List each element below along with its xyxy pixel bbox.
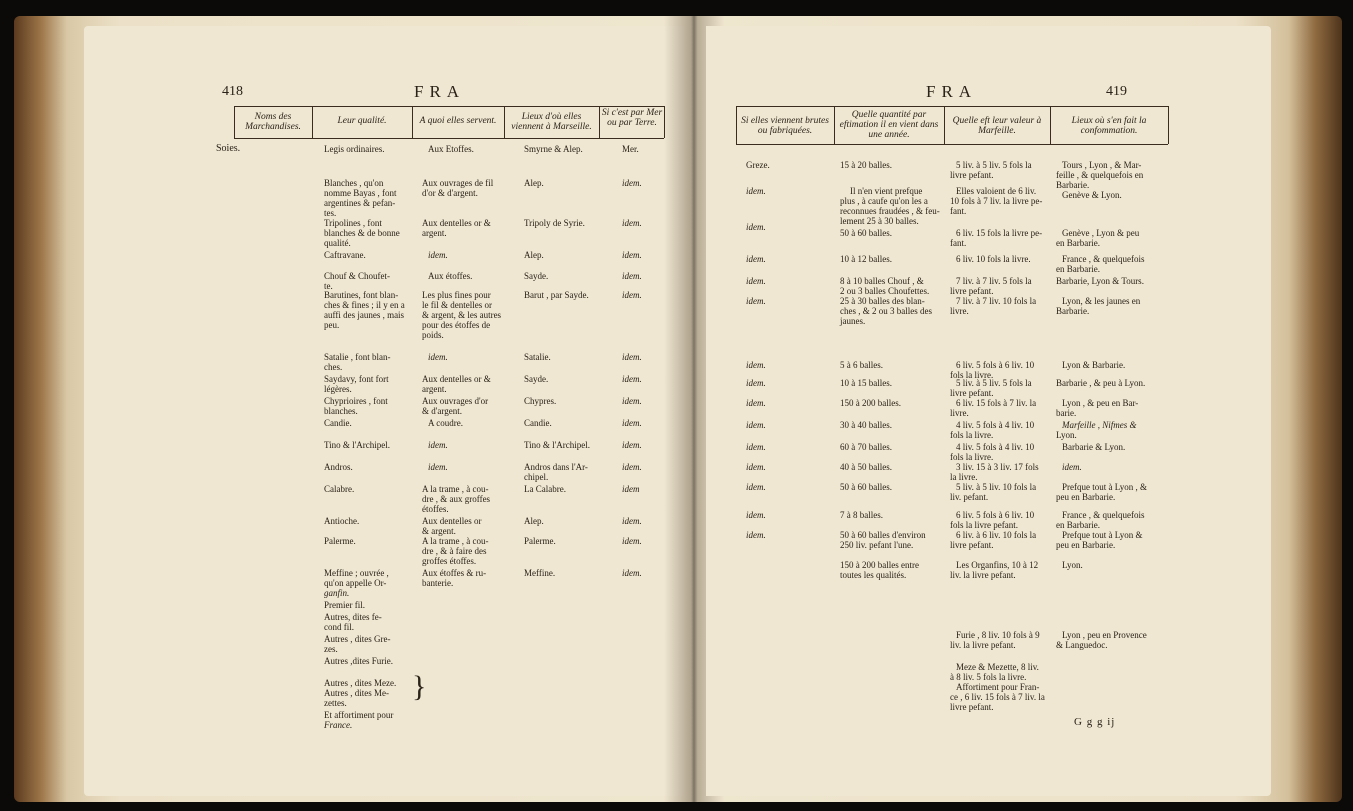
table-cell: 6 liv. 10 fols la livre. (956, 254, 1031, 264)
table-cell: fant. (950, 206, 967, 216)
table-cell: 6 liv. à 6 liv. 10 fols la (956, 530, 1037, 540)
table-cell: Lyon , peu en Provence (1062, 630, 1147, 640)
table-cell: Meffine. (524, 568, 556, 578)
table-cell: peu. (324, 320, 340, 330)
table-cell: à 8 liv. 5 fols la livre. (950, 672, 1027, 682)
table-cell: idem. (622, 536, 642, 546)
table-cell: idem (622, 484, 640, 494)
table-cell: Tripolines , font (324, 218, 382, 228)
table-cell: ches & fines ; il y en a (324, 300, 405, 310)
table-cell: Chyprioires , font (324, 396, 388, 406)
table-cell: 5 à 6 balles. (840, 360, 883, 370)
table-cell: Lyon. (1062, 560, 1083, 570)
table-cell: Prefque tout à Lyon , & (1062, 482, 1147, 492)
table-cell: en Barbarie. (1056, 238, 1100, 248)
table-cell: dre , & à faire des (422, 546, 487, 556)
table-cell: la livre. (950, 472, 978, 482)
table-cell: Lyon & Barbarie. (1062, 360, 1126, 370)
table-cell: Premier fil. (324, 600, 365, 610)
table-cell: idem. (746, 222, 766, 232)
table-cell: 50 à 60 balles. (840, 228, 892, 238)
table-cell: idem. (746, 296, 766, 306)
table-cell: Lyon, & les jaunes en (1062, 296, 1141, 306)
table-cell: Barbarie & Lyon. (1062, 442, 1126, 452)
table-cell: Autres, dites fe- (324, 612, 382, 622)
column-header: Lieux où s'en fait la confommation. (1071, 116, 1147, 136)
table-cell: toutes les qualités. (840, 570, 907, 580)
table-cell: Barbarie , & peu à Lyon. (1056, 378, 1146, 388)
table-cell: Andros. (324, 462, 353, 472)
table-cell: étoffes. (422, 504, 449, 514)
table-cell: Candie. (524, 418, 552, 428)
left-page (84, 26, 684, 796)
table-cell: idem. (622, 218, 642, 228)
table-cell: idem. (622, 462, 642, 472)
table-cell: ches. (324, 362, 343, 372)
table-cell: légères. (324, 384, 352, 394)
table-cell: La Calabre. (524, 484, 566, 494)
page-number: 419 (1106, 84, 1127, 99)
column-header: Quelle quantité par eftimation il en vient dans une année. (839, 110, 939, 140)
table-cell: 5 liv. à 5 liv. 5 fols la (956, 378, 1032, 388)
table-cell: idem. (746, 360, 766, 370)
table-cell: Alep. (524, 250, 544, 260)
table-cell: livre pefant. (950, 540, 994, 550)
table-cell: ches , & 2 ou 3 balles des (840, 306, 932, 316)
table-cell: Tino & l'Archipel. (324, 440, 391, 450)
table-cell: idem. (746, 510, 766, 520)
table-cell: blanches. (324, 406, 358, 416)
right-page (706, 26, 1271, 796)
table-cell: idem. (746, 276, 766, 286)
table-cell: poids. (422, 330, 444, 340)
table-cell: idem. (1062, 462, 1082, 472)
table-cell: Elles valoient de 6 liv. (956, 186, 1037, 196)
table-cell: argentines & pefan- (324, 198, 396, 208)
table-cell: livre. (950, 408, 969, 418)
table-cell: Furie , 8 liv. 10 fols à 9 (956, 630, 1040, 640)
column-header: Lieux d'où elles viennent à Marseille. (511, 112, 592, 132)
table-cell: liv. pefant. (950, 492, 989, 502)
table-cell: idem. (746, 254, 766, 264)
table-cell: idem. (746, 420, 766, 430)
table-cell: fols la livre. (950, 452, 994, 462)
table-cell: 10 à 12 balles. (840, 254, 892, 264)
section-label: Soies. (216, 143, 241, 154)
table-cell: 4 liv. 5 fols à 4 liv. 10 (956, 442, 1035, 452)
table-cell: idem. (622, 568, 642, 578)
table-cell: Tripoly de Syrie. (524, 218, 585, 228)
table-cell: Barbarie. (1056, 306, 1090, 316)
table-cell: peu en Barbarie. (1056, 492, 1116, 502)
table-cell: fols la livre pefant. (950, 520, 1018, 530)
table-cell: France , & quelquefois (1062, 254, 1145, 264)
table-cell: idem. (622, 290, 642, 300)
table-cell: Sayde. (524, 271, 549, 281)
signature-mark: G g g ij (1074, 716, 1116, 728)
table-cell: argent. (422, 384, 447, 394)
table-cell: Aux étoffes. (428, 271, 473, 281)
table-cell: le fil & dentelles or (422, 300, 492, 310)
table-cell: idem. (428, 352, 448, 362)
table-cell: idem. (746, 482, 766, 492)
table-cell: Caftravane. (324, 250, 366, 260)
table-cell: 10 fols à 7 liv. la livre pe- (950, 196, 1043, 206)
table-cell: Aux étoffes & ru- (422, 568, 487, 578)
table-cell: Il n'en vient prefque (850, 186, 923, 196)
table-cell: Sayde. (524, 374, 549, 384)
table-cell: Saydavy, font fort (324, 374, 389, 384)
table-cell: 5 liv. à 5 liv. 5 fols la (956, 160, 1032, 170)
table-cell: idem. (622, 271, 642, 281)
table-cell: France. (324, 720, 353, 730)
table-cell: peu en Barbarie. (1056, 540, 1116, 550)
table-cell: Alep. (524, 516, 544, 526)
table-cell: Antioche. (324, 516, 360, 526)
table-cell: Marfeille , Nifmes & (1062, 420, 1137, 430)
table-cell: 2 ou 3 balles Choufettes. (840, 286, 930, 296)
table-cell: liv. la livre pefant. (950, 640, 1016, 650)
table-cell: Aux dentelles or (422, 516, 482, 526)
table-cell: Greze. (746, 160, 770, 170)
table-cell: Les plus fines pour (422, 290, 491, 300)
table-cell: Smyrne & Alep. (524, 144, 583, 154)
table-cell: Prefque tout à Lyon & (1062, 530, 1143, 540)
table-cell: chipel. (524, 472, 549, 482)
table-cell: Chypres. (524, 396, 557, 406)
table-cell: 7 liv. à 7 liv. 5 fols la (956, 276, 1032, 286)
table-cell: fols la livre. (950, 370, 994, 380)
table-cell: Autres , dites Me- (324, 688, 389, 698)
table-cell: d'or & d'argent. (422, 188, 478, 198)
table-cell: Autres ,dites Furie. (324, 656, 393, 666)
table-cell: Tino & l'Archipel. (524, 440, 591, 450)
table-cell: Affortiment pour Fran- (956, 682, 1040, 692)
table-cell: auffi des jaunes , mais (324, 310, 405, 320)
column-header: Noms des Marchandises. (245, 112, 301, 132)
open-book (14, 16, 1342, 802)
table-cell: A coudre. (428, 418, 463, 428)
table-cell: reconnues fraudées , & feu- (840, 206, 940, 216)
table-cell: idem. (428, 250, 448, 260)
table-cell: idem. (622, 178, 642, 188)
table-cell: idem. (622, 396, 642, 406)
table-cell: 10 à 15 balles. (840, 378, 892, 388)
table-cell: idem. (746, 442, 766, 452)
table-cell: zes. (324, 644, 338, 654)
column-header: A quoi elles servent. (419, 116, 497, 126)
table-cell: Barut , par Sayde. (524, 290, 589, 300)
table-cell: 7 à 8 balles. (840, 510, 883, 520)
table-cell: 60 à 70 balles. (840, 442, 892, 452)
table-cell: 15 à 20 balles. (840, 160, 892, 170)
running-header: FRA (414, 82, 466, 101)
table-cell: idem. (746, 398, 766, 408)
table-cell: 40 à 50 balles. (840, 462, 892, 472)
table-cell: dre , & aux groffes (422, 494, 491, 504)
table-cell: Candie. (324, 418, 352, 428)
table-cell: fols la livre. (950, 430, 994, 440)
table-cell: qualité. (324, 238, 351, 248)
table-cell: & argent. (422, 526, 456, 536)
table-cell: Aux dentelles or & (422, 218, 491, 228)
table-cell: 5 liv. à 5 liv. 10 fols la (956, 482, 1037, 492)
table-cell: 250 liv. pefant l'une. (840, 540, 914, 550)
table-cell: & argent, & les autres (422, 310, 502, 320)
column-header: Si c'est par Mer ou par Terre. (601, 108, 663, 128)
table-cell: ce , 6 liv. 15 fols à 7 liv. la (950, 692, 1045, 702)
table-cell: idem. (428, 462, 448, 472)
table-cell: Lyon , & peu en Bar- (1062, 398, 1139, 408)
table-cell: Barbarie, Lyon & Tours. (1056, 276, 1144, 286)
table-cell: Genève , Lyon & peu (1062, 228, 1140, 238)
table-cell: pour des étoffes de (422, 320, 491, 330)
table-cell: 150 à 200 balles entre (840, 560, 919, 570)
table-cell: barie. (1056, 408, 1077, 418)
table-cell: 50 à 60 balles. (840, 482, 892, 492)
table-cell: liv. la livre pefant. (950, 570, 1016, 580)
table-cell: Barutines, font blan- (324, 290, 399, 300)
table-cell: livre pefant. (950, 286, 994, 296)
table-cell: en Barbarie. (1056, 520, 1100, 530)
table-cell: idem. (746, 530, 766, 540)
table-cell: Autres , dites Meze. (324, 678, 397, 688)
table-cell: lement 25 à 30 balles. (840, 216, 919, 226)
table-cell: & Languedoc. (1056, 640, 1108, 650)
table-cell: livre pefant. (950, 388, 994, 398)
table-cell: Legis ordinaires. (324, 144, 385, 154)
column-header: Leur qualité. (337, 116, 387, 126)
table-cell: Autres , dites Gre- (324, 634, 391, 644)
table-cell: Tours , Lyon , & Mar- (1062, 160, 1142, 170)
table-cell: & d'argent. (422, 406, 462, 416)
table-cell: Aux ouvrages d'or (422, 396, 489, 406)
table-cell: argent. (422, 228, 447, 238)
table-cell: livre. (950, 306, 969, 316)
table-cell: qu'on appelle Or- (324, 578, 387, 588)
table-cell: Les Organfins, 10 à 12 (956, 560, 1039, 570)
column-header: Quelle eft leur valeur à Marfeille. (952, 116, 1042, 136)
table-cell: livre pefant. (950, 170, 994, 180)
table-cell: France , & quelquefois (1062, 510, 1145, 520)
table-cell: Aux dentelles or & (422, 374, 491, 384)
table-cell: Aux Etoffes. (428, 144, 474, 154)
table-cell: Aux ouvrages de fil (422, 178, 494, 188)
table-cell: Meffine ; ouvrée , (324, 568, 389, 578)
table-cell: idem. (622, 418, 642, 428)
table-cell: fant. (950, 238, 967, 248)
table-cell: 3 liv. 15 à 3 liv. 17 fols (956, 462, 1039, 472)
table-cell: idem. (622, 516, 642, 526)
table-cell: Satalie. (524, 352, 551, 362)
table-cell: banterie. (422, 578, 454, 588)
table-cell: idem. (428, 440, 448, 450)
table-cell: idem. (746, 378, 766, 388)
table-cell: ganfin. (324, 588, 350, 598)
table-cell: 150 à 200 balles. (840, 398, 901, 408)
table-cell: 30 à 40 balles. (840, 420, 892, 430)
table-cell: 50 à 60 balles d'environ (840, 530, 926, 540)
table-cell: Alep. (524, 178, 544, 188)
table-cell: idem. (746, 462, 766, 472)
table-cell: 8 à 10 balles Chouf , & (840, 276, 924, 286)
table-cell: 7 liv. à 7 liv. 10 fols la (956, 296, 1037, 306)
column-header: Si elles viennent brutes ou fabriquées. (741, 116, 829, 136)
table-cell: idem. (622, 440, 642, 450)
table-cell: jaunes. (840, 316, 866, 326)
page-number: 418 (222, 84, 243, 99)
table-cell: feille , & quelquefois en (1056, 170, 1144, 180)
table-cell: te. (324, 281, 333, 291)
table-cell: 6 liv. 5 fols à 6 liv. 10 (956, 360, 1035, 370)
table-cell: Palerme. (524, 536, 556, 546)
table-cell: 4 liv. 5 fols à 4 liv. 10 (956, 420, 1035, 430)
table-cell: groffes étoffes. (422, 556, 477, 566)
table-cell: idem. (746, 186, 766, 196)
table-cell: 6 liv. 15 fols à 7 liv. la (956, 398, 1037, 408)
table-cell: Lyon. (1056, 430, 1077, 440)
table-cell: Et affortiment pour (324, 710, 394, 720)
table-cell: Palerme. (324, 536, 356, 546)
table-cell: Barbarie. (1056, 180, 1090, 190)
table-cell: 25 à 30 balles des blan- (840, 296, 925, 306)
table-cell: Chouf & Choufet- (324, 271, 390, 281)
table-cell: Satalie , font blan- (324, 352, 391, 362)
table-cell: A la trame , à cou- (422, 536, 489, 546)
table-cell: Mer. (622, 144, 639, 154)
table-cell: 6 liv. 15 fols la livre pe- (956, 228, 1043, 238)
table-cell: Blanches , qu'on (324, 178, 384, 188)
table-cell: idem. (622, 250, 642, 260)
table-cell: zettes. (324, 698, 347, 708)
table-cell: Meze & Mezette, 8 liv. (956, 662, 1039, 672)
table-cell: nomme Bayas , font (324, 188, 397, 198)
table-cell: tes. (324, 208, 337, 218)
table-cell: en Barbarie. (1056, 264, 1100, 274)
table-cell: plus , à caufe qu'on les a (840, 196, 928, 206)
table-cell: Andros dans l'Ar- (524, 462, 588, 472)
table-cell: 6 liv. 5 fols à 6 liv. 10 (956, 510, 1035, 520)
table-cell: livre pefant. (950, 702, 994, 712)
brace-glyph: } (412, 670, 427, 703)
table-cell: Genève & Lyon. (1062, 190, 1122, 200)
running-header: FRA (926, 82, 978, 101)
table-cell: Calabre. (324, 484, 355, 494)
table-cell: cond fil. (324, 622, 354, 632)
table-cell: idem. (622, 374, 642, 384)
table-cell: idem. (622, 352, 642, 362)
table-cell: blanches & de bonne (324, 228, 400, 238)
table-cell: A la trame , à cou- (422, 484, 489, 494)
